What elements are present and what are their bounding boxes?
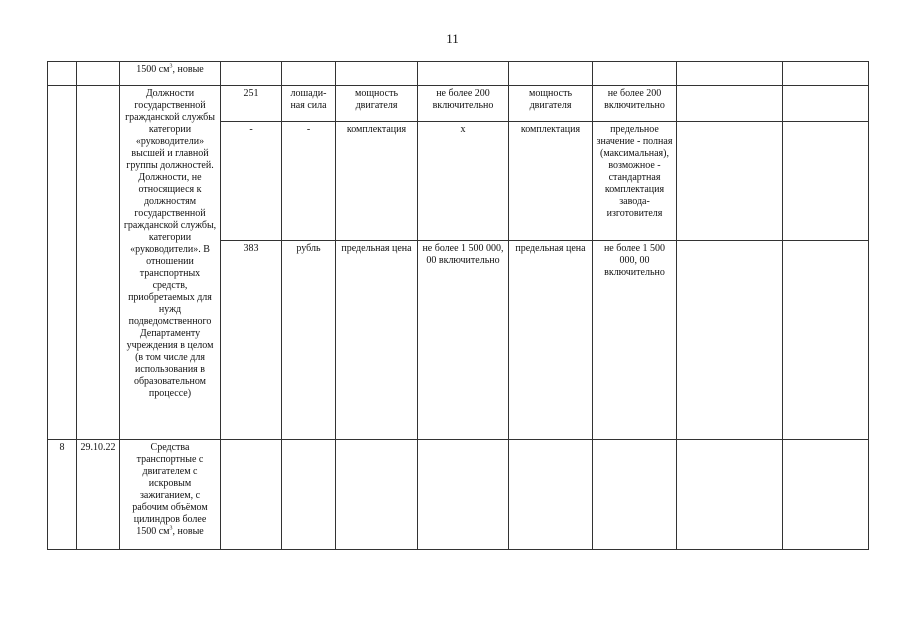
cell-number: 8 <box>48 440 77 550</box>
requirements-table <box>47 61 869 550</box>
cell-char-code: 383 <box>221 241 282 440</box>
cell-position-description: Должности государственной гражданской службы категории «руководители» высшей и главной группы должностей. Должности, не относящиеся к должностям государственной гражданской службы, категории «руководители». В отношении транспортных средств, приобретаемых для нужд подведомственного Департаменту учреждения в целом (в том числе для использования в образовательном процессе) <box>120 86 221 440</box>
cell-char-code: - <box>221 122 282 241</box>
cell-unit: лошади-ная сила <box>282 86 336 122</box>
cell-empty <box>783 241 869 440</box>
cell-empty <box>282 440 336 550</box>
cell-name: 1500 $см^3$, новые <box>120 62 221 86</box>
cell-value: предельное значение - полная (максимальная), возможное - стандартная комплектация завода-изготовителя <box>593 122 677 241</box>
cell-code: 29.10.22 <box>77 440 120 550</box>
cell-empty <box>336 62 418 86</box>
cell-value: не более 1 500 000, 00 включительно <box>593 241 677 440</box>
cell-name: Средства транспортные с двигателем с искровым зажиганием, с рабочим объёмом цилиндров более 1500 $см^3$, новые <box>120 440 221 550</box>
cell-empty <box>336 440 418 550</box>
table-row <box>48 62 869 86</box>
cell-value: не более 1 500 000, 00 включительно <box>418 241 509 440</box>
cell-unit: - <box>282 122 336 241</box>
cell-value: х <box>418 122 509 241</box>
cell-code <box>77 62 120 86</box>
cell-characteristic: предельная цена <box>509 241 593 440</box>
cell-empty <box>783 440 869 550</box>
cell-empty <box>677 122 783 241</box>
cell-empty <box>593 62 677 86</box>
cell-characteristic: комплектация <box>336 122 418 241</box>
cell-characteristic: комплектация <box>509 122 593 241</box>
cell-empty <box>677 62 783 86</box>
page-number: 11 <box>446 31 459 46</box>
cell-empty <box>677 241 783 440</box>
cell-value: не более 200 включительно <box>418 86 509 122</box>
cell-empty <box>221 440 282 550</box>
cell-empty <box>221 62 282 86</box>
cell-number <box>48 62 77 86</box>
table-row <box>48 86 869 122</box>
cell-empty <box>282 62 336 86</box>
cell-empty <box>677 440 783 550</box>
cell-empty <box>509 62 593 86</box>
cell-empty <box>677 86 783 122</box>
cell-unit: рубль <box>282 241 336 440</box>
cell-empty <box>783 122 869 241</box>
cell-empty <box>418 440 509 550</box>
cell-char-code: 251 <box>221 86 282 122</box>
cell-number <box>48 86 77 440</box>
cell-empty <box>593 440 677 550</box>
table-row <box>48 440 869 550</box>
cell-empty <box>783 86 869 122</box>
cell-characteristic: предельная цена <box>336 241 418 440</box>
cell-empty <box>783 62 869 86</box>
cell-code <box>77 86 120 440</box>
cell-characteristic: мощность двигателя <box>509 86 593 122</box>
cell-value: не более 200 включительно <box>593 86 677 122</box>
cell-empty <box>418 62 509 86</box>
cell-empty <box>509 440 593 550</box>
cell-characteristic: мощность двигателя <box>336 86 418 122</box>
